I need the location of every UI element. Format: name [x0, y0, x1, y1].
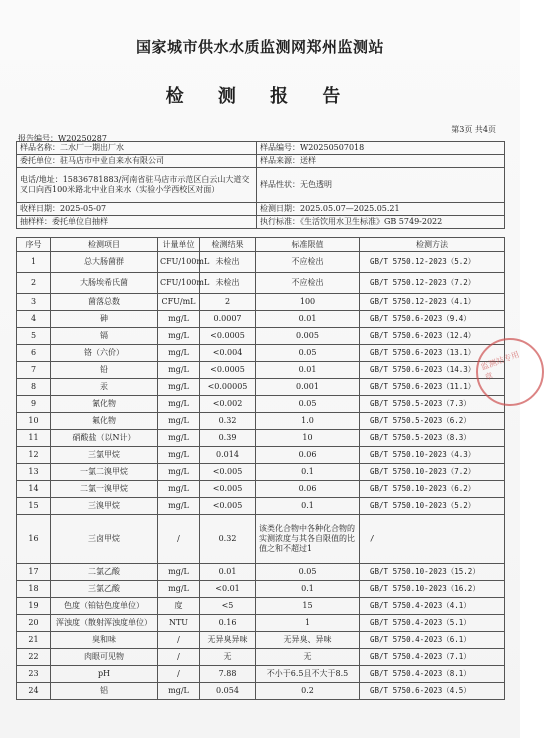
cell-result: 未检出: [200, 252, 256, 273]
seal-stamp-text: 监测站专用章: [479, 349, 521, 383]
cell-item: 浑浊度（散射浑浊度单位）: [51, 615, 158, 632]
test-date: 检测日期：2025.05.07—2025.05.21: [257, 203, 505, 216]
cell-method: GB/T 5750.5-2023（8.3）: [360, 430, 505, 447]
cell-unit: mg/L: [158, 481, 200, 498]
cell-result: 0.32: [200, 515, 256, 564]
table-row: [17, 683, 505, 700]
table-row: [17, 615, 505, 632]
cell-limit: 该类化合物中各种化合物的实测浓度与其各自限值的比值之和不超过1: [256, 515, 360, 564]
cell-unit: mg/L: [158, 345, 200, 362]
sample-number: 样品编号：W20250507018: [257, 142, 505, 155]
cell-method: GB/T 5750.5-2023（7.3）: [360, 396, 505, 413]
col-limit: 标准限值: [256, 238, 360, 252]
cell-item: 臭和味: [51, 632, 158, 649]
execution-standard: 执行标准：《生活饮用水卫生标准》GB 5749-2022: [257, 216, 505, 229]
col-method: 检测方法: [360, 238, 505, 252]
cell-method: GB/T 5750.4-2023（5.1）: [360, 615, 505, 632]
cell-unit: CFU/mL: [158, 294, 200, 311]
cell-method: GB/T 5750.5-2023（6.2）: [360, 413, 505, 430]
cell-result: 未检出: [200, 273, 256, 294]
cell-no: 11: [17, 430, 51, 447]
cell-method: GB/T 5750.12-2023（4.1）: [360, 294, 505, 311]
cell-result: 0.014: [200, 447, 256, 464]
table-row: [17, 328, 505, 345]
cell-item: 三氯甲烷: [51, 447, 158, 464]
cell-limit: 0.1: [256, 498, 360, 515]
cell-result: <0.01: [200, 581, 256, 598]
cell-limit: 0.2: [256, 683, 360, 700]
cell-no: 7: [17, 362, 51, 379]
cell-result: <0.005: [200, 481, 256, 498]
cell-item: 三氯乙酸: [51, 581, 158, 598]
cell-no: 1: [17, 252, 51, 273]
cell-result: 7.88: [200, 666, 256, 683]
cell-unit: mg/L: [158, 498, 200, 515]
cell-method: /: [360, 515, 505, 564]
cell-result: 0.054: [200, 683, 256, 700]
cell-unit: /: [158, 632, 200, 649]
table-row: [17, 515, 505, 564]
cell-no: 21: [17, 632, 51, 649]
cell-limit: 0.05: [256, 345, 360, 362]
cell-method: GB/T 5750.6-2023（13.1）: [360, 345, 505, 362]
cell-unit: 度: [158, 598, 200, 615]
cell-limit: 0.06: [256, 481, 360, 498]
sample-source: 样品来源：送样: [257, 155, 505, 168]
client: 委托单位：驻马店市中业自来水有限公司: [17, 155, 257, 168]
cell-result: <0.002: [200, 396, 256, 413]
cell-unit: mg/L: [158, 564, 200, 581]
cell-no: 14: [17, 481, 51, 498]
cell-item: 氰化物: [51, 396, 158, 413]
table-row: [17, 598, 505, 615]
cell-no: 8: [17, 379, 51, 396]
cell-method: GB/T 5750.10-2023（15.2）: [360, 564, 505, 581]
cell-unit: /: [158, 649, 200, 666]
cell-result: 无: [200, 649, 256, 666]
cell-limit: 0.1: [256, 464, 360, 481]
cell-limit: 100: [256, 294, 360, 311]
cell-limit: 0.01: [256, 311, 360, 328]
cell-no: 13: [17, 464, 51, 481]
cell-unit: mg/L: [158, 362, 200, 379]
cell-item: 肉眼可见物: [51, 649, 158, 666]
cell-item: 三溴甲烷: [51, 498, 158, 515]
cell-limit: 0.06: [256, 447, 360, 464]
table-header-row: [17, 238, 505, 252]
cell-item: 总大肠菌群: [51, 252, 158, 273]
cell-no: 20: [17, 615, 51, 632]
table-row: [17, 413, 505, 430]
cell-method: GB/T 5750.10-2023（7.2）: [360, 464, 505, 481]
cell-result: 0.01: [200, 564, 256, 581]
cell-item: 大肠埃希氏菌: [51, 273, 158, 294]
cell-unit: mg/L: [158, 379, 200, 396]
cell-no: 10: [17, 413, 51, 430]
cell-limit: 0.001: [256, 379, 360, 396]
table-row: [17, 666, 505, 683]
cell-no: 19: [17, 598, 51, 615]
table-row: [17, 379, 505, 396]
table-row: [17, 649, 505, 666]
cell-no: 16: [17, 515, 51, 564]
cell-result: 0.39: [200, 430, 256, 447]
cell-limit: 0.05: [256, 396, 360, 413]
cell-unit: mg/L: [158, 413, 200, 430]
table-row: [17, 252, 505, 273]
table-row: [17, 564, 505, 581]
table-row: [17, 396, 505, 413]
cell-no: 22: [17, 649, 51, 666]
cell-item: 二氯一溴甲烷: [51, 481, 158, 498]
cell-result: 0.0007: [200, 311, 256, 328]
cell-item: 氟化物: [51, 413, 158, 430]
table-row: [17, 632, 505, 649]
cell-item: 铬（六价）: [51, 345, 158, 362]
cell-method: GB/T 5750.6-2023（14.3）: [360, 362, 505, 379]
cell-item: 一氯二溴甲烷: [51, 464, 158, 481]
cell-method: GB/T 5750.6-2023（4.5）: [360, 683, 505, 700]
cell-item: 菌落总数: [51, 294, 158, 311]
cell-unit: NTU: [158, 615, 200, 632]
cell-no: 2: [17, 273, 51, 294]
org-name: 国家城市供水水质监测网郑州监测站: [135, 38, 384, 56]
cell-unit: mg/L: [158, 447, 200, 464]
sample-property: 样品性状：无色透明: [257, 168, 505, 203]
cell-limit: 不应检出: [256, 252, 360, 273]
cell-method: GB/T 5750.12-2023（5.2）: [360, 252, 505, 273]
cell-limit: 10: [256, 430, 360, 447]
cell-result: 0.16: [200, 615, 256, 632]
cell-item: 砷: [51, 311, 158, 328]
cell-unit: mg/L: [158, 430, 200, 447]
cell-no: 4: [17, 311, 51, 328]
cell-unit: mg/L: [158, 328, 200, 345]
sampler: 抽样样：委托单位自抽样: [17, 216, 257, 229]
table-row: [17, 430, 505, 447]
table-row: [17, 447, 505, 464]
cell-method: GB/T 5750.6-2023（12.4）: [360, 328, 505, 345]
cell-result: <0.005: [200, 498, 256, 515]
cell-result: <0.00005: [200, 379, 256, 396]
cell-item: 汞: [51, 379, 158, 396]
cell-limit: 15: [256, 598, 360, 615]
cell-result: <0.005: [200, 464, 256, 481]
table-row: [17, 498, 505, 515]
cell-limit: 1.0: [256, 413, 360, 430]
cell-item: 铅: [51, 362, 158, 379]
col-result: 检测结果: [200, 238, 256, 252]
table-row: [17, 362, 505, 379]
table-row: [17, 464, 505, 481]
cell-no: 12: [17, 447, 51, 464]
cell-limit: 0.1: [256, 581, 360, 598]
cell-no: 3: [17, 294, 51, 311]
cell-method: GB/T 5750.10-2023（4.3）: [360, 447, 505, 464]
table-row: [17, 311, 505, 328]
cell-no: 5: [17, 328, 51, 345]
cell-no: 18: [17, 581, 51, 598]
cell-item: 三卤甲烷: [51, 515, 158, 564]
page-info: 第3页 共4页: [451, 125, 496, 134]
table-row: [17, 581, 505, 598]
contact-address: 电话/地址：15836781883/河南省驻马店市示范区白云山大道交叉口向西100米路北中业自来水（实验小学西校区对面）: [17, 168, 257, 203]
cell-unit: mg/L: [158, 396, 200, 413]
cell-unit: CFU/100mL: [158, 252, 200, 273]
cell-method: GB/T 5750.10-2023（6.2）: [360, 481, 505, 498]
cell-method: GB/T 5750.10-2023（16.2）: [360, 581, 505, 598]
cell-result: <0.004: [200, 345, 256, 362]
cell-no: 15: [17, 498, 51, 515]
cell-no: 23: [17, 666, 51, 683]
cell-limit: 不应检出: [256, 273, 360, 294]
col-item: 检测项目: [51, 238, 158, 252]
cell-limit: 无异臭、异味: [256, 632, 360, 649]
table-row: [17, 345, 505, 362]
cell-unit: mg/L: [158, 581, 200, 598]
cell-result: 0.32: [200, 413, 256, 430]
cell-method: GB/T 5750.10-2023（5.2）: [360, 498, 505, 515]
cell-unit: mg/L: [158, 464, 200, 481]
cell-unit: mg/L: [158, 311, 200, 328]
cell-unit: mg/L: [158, 683, 200, 700]
cell-result: 2: [200, 294, 256, 311]
cell-method: GB/T 5750.12-2023（7.2）: [360, 273, 505, 294]
receive-date: 收样日期：2025-05-07: [17, 203, 257, 216]
cell-limit: 0.005: [256, 328, 360, 345]
col-unit: 计量单位: [158, 238, 200, 252]
cell-result: 无异臭异味: [200, 632, 256, 649]
report-title: 检 测 报 告: [165, 86, 355, 107]
cell-method: GB/T 5750.4-2023（4.1）: [360, 598, 505, 615]
cell-item: 二氯乙酸: [51, 564, 158, 581]
cell-limit: 0.05: [256, 564, 360, 581]
table-row: [17, 481, 505, 498]
cell-item: pH: [51, 666, 158, 683]
cell-method: GB/T 5750.4-2023（8.1）: [360, 666, 505, 683]
cell-item: 色度（铂钴色度单位）: [51, 598, 158, 615]
table-row: [17, 294, 505, 311]
cell-unit: /: [158, 515, 200, 564]
cell-item: 铝: [51, 683, 158, 700]
cell-no: 6: [17, 345, 51, 362]
cell-no: 17: [17, 564, 51, 581]
sample-info-table: [16, 141, 505, 229]
cell-method: GB/T 5750.4-2023（7.1）: [360, 649, 505, 666]
report-number: 报告编号：W20250287: [18, 134, 107, 143]
cell-item: 硝酸盐（以N计）: [51, 430, 158, 447]
cell-item: 镉: [51, 328, 158, 345]
table-row: [17, 273, 505, 294]
cell-method: GB/T 5750.4-2023（6.1）: [360, 632, 505, 649]
cell-method: GB/T 5750.6-2023（9.4）: [360, 311, 505, 328]
col-no: 序号: [17, 238, 51, 252]
cell-no: 9: [17, 396, 51, 413]
cell-unit: /: [158, 666, 200, 683]
cell-result: <5: [200, 598, 256, 615]
cell-limit: 无: [256, 649, 360, 666]
cell-no: 24: [17, 683, 51, 700]
cell-result: <0.0005: [200, 328, 256, 345]
cell-method: GB/T 5750.6-2023（11.1）: [360, 379, 505, 396]
results-table: [16, 237, 505, 700]
cell-limit: 不小于6.5且不大于8.5: [256, 666, 360, 683]
cell-unit: CFU/100mL: [158, 273, 200, 294]
cell-result: <0.0005: [200, 362, 256, 379]
cell-limit: 0.01: [256, 362, 360, 379]
sample-name: 样品名称：二水厂一期出厂水: [17, 142, 257, 155]
cell-limit: 1: [256, 615, 360, 632]
